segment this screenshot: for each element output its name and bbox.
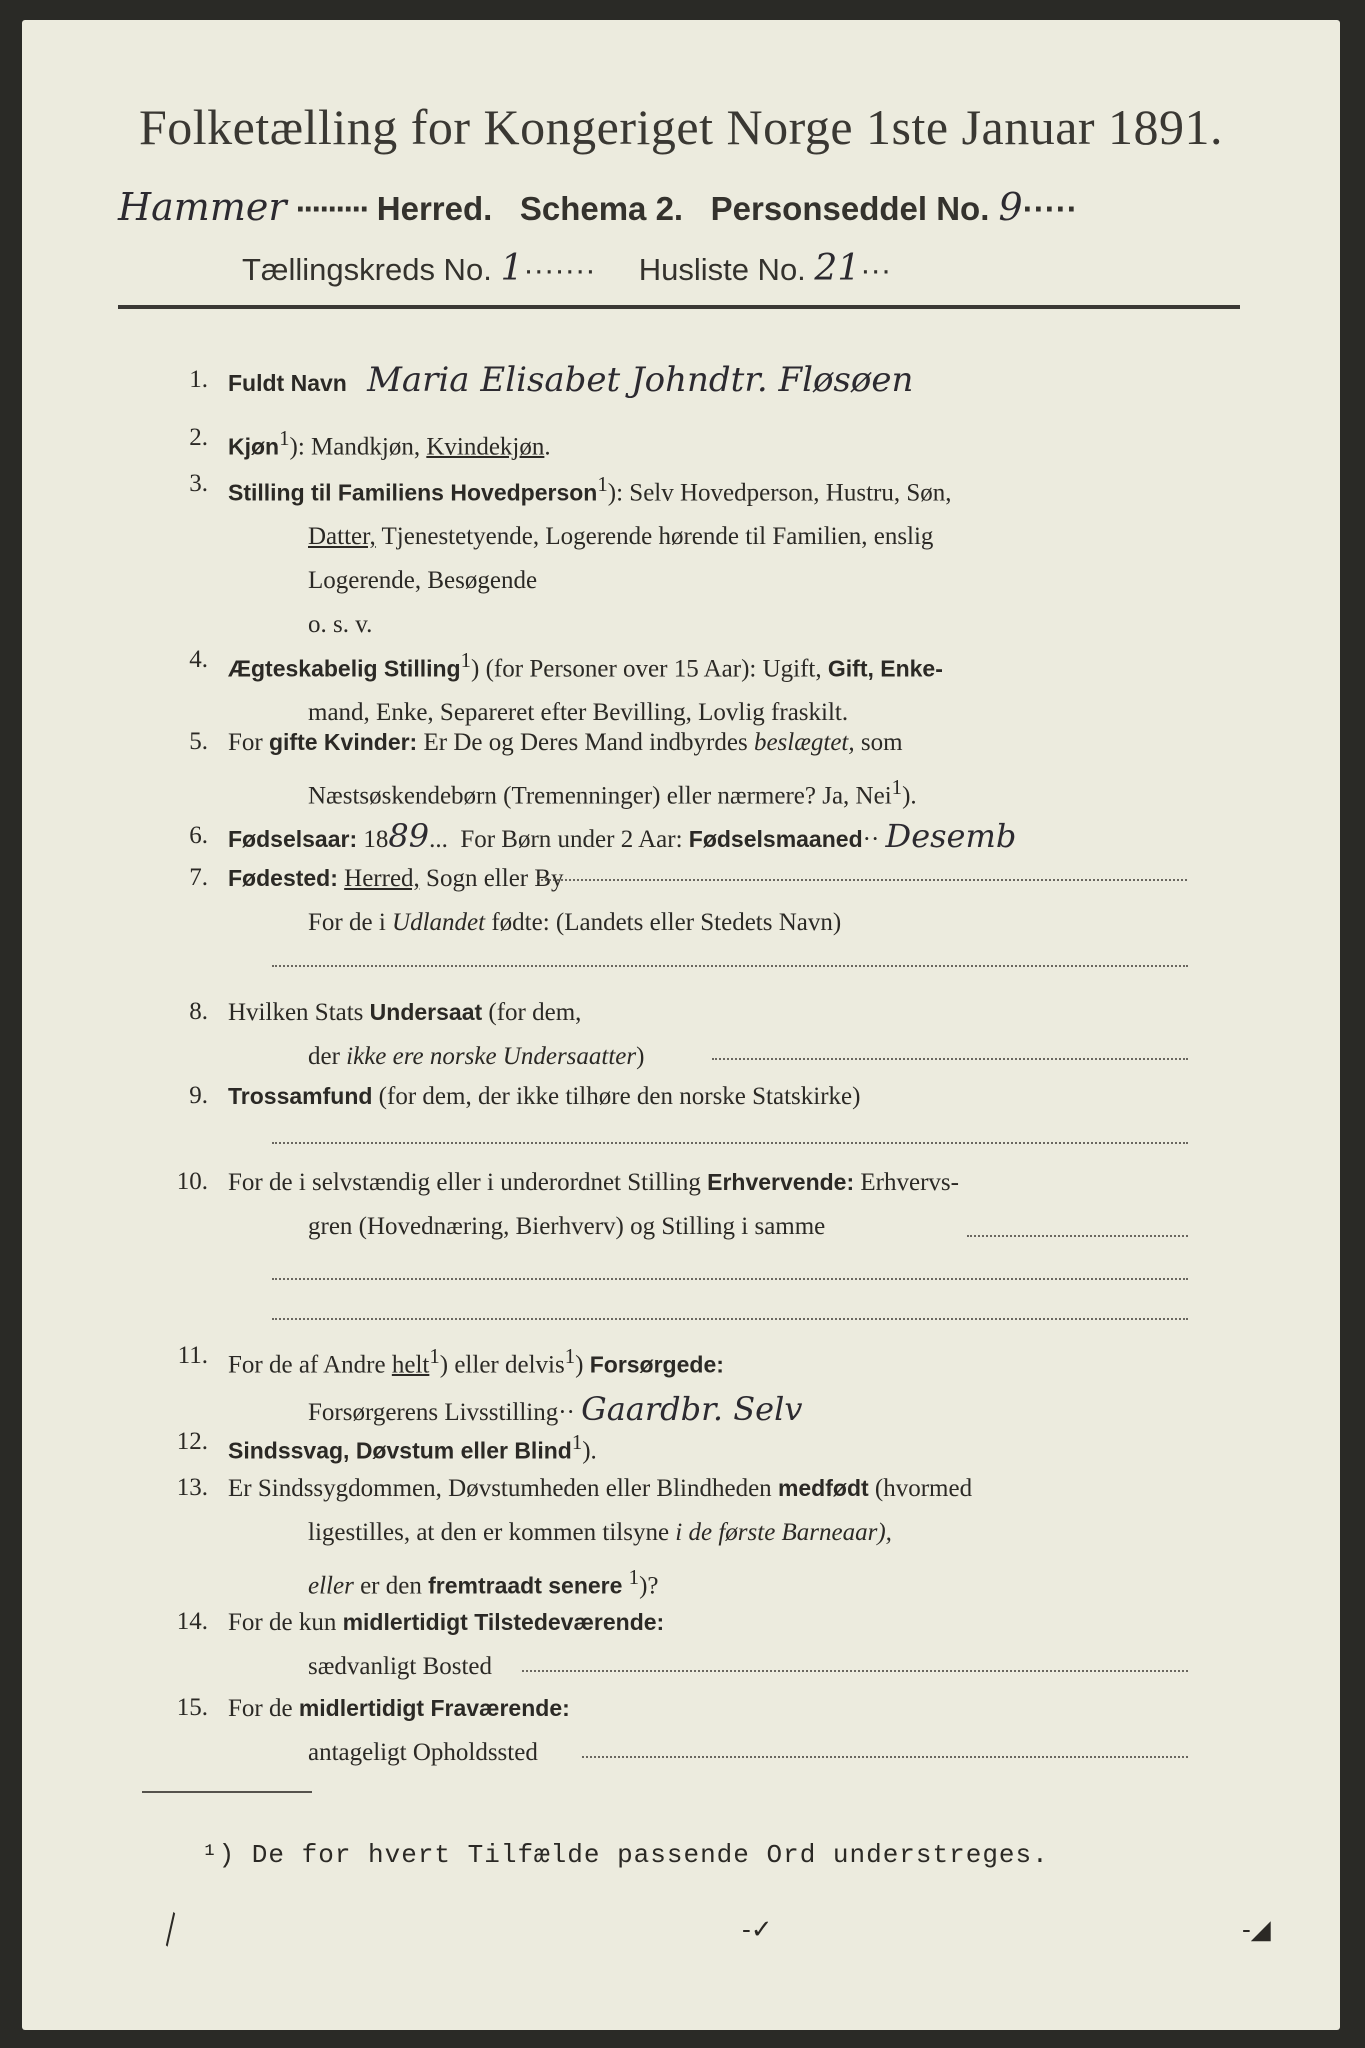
item-label: Fødested: <box>228 865 338 891</box>
item-text: i de første Barneaar), <box>675 1519 892 1546</box>
item-label: Fødselsmaaned <box>688 826 863 852</box>
gender-selected: Kvindekjøn <box>426 433 545 461</box>
item-text: Erhvervs- <box>860 1169 959 1196</box>
item-number: 14. <box>176 1608 208 1635</box>
dotted-line <box>522 1670 1188 1672</box>
herred-handwritten: Hammer <box>118 185 287 229</box>
item-number: 13. <box>176 1474 208 1501</box>
item-text: fødte: (Landets eller Stedets Navn) <box>491 909 842 936</box>
item-number: 5. <box>189 728 208 755</box>
item-text: beslægtet, <box>753 729 855 756</box>
item-9-religion <box>118 1074 1260 1118</box>
item-text: Udlandet <box>392 909 486 936</box>
husliste-label: Husliste No. <box>638 252 806 287</box>
personseddel-label: Personseddel No. <box>710 190 990 227</box>
item-number: 4. <box>189 646 208 673</box>
item-number: 8. <box>189 998 208 1025</box>
item-text: ): Selv Hovedperson, Hustru, Søn, <box>607 479 952 507</box>
item-label: midlertidigt Fraværende: <box>298 1695 570 1721</box>
item-text: For de kun <box>228 1609 337 1636</box>
item-label: fremtraadt senere <box>428 1572 623 1599</box>
item-text: som <box>860 729 903 756</box>
birthplace-selected: Herred, <box>344 865 420 892</box>
item-text: )? <box>639 1572 659 1600</box>
item-text: ikke ere norske Undersaatter <box>346 1043 637 1070</box>
item-label: Stilling til Familiens Hovedperson <box>228 479 598 506</box>
item-6-birth-year: 6. Fødselsaar: 1889... For Børn under 2 Aar: Fødselsmaaned·· Desemb <box>118 814 1260 858</box>
item-text: antageligt Opholdssted <box>308 1739 538 1766</box>
item-text: o. s. v. <box>308 611 373 639</box>
item-number: 9. <box>189 1082 208 1109</box>
item-number: 15. <box>176 1694 208 1721</box>
item-8-citizenship: 8. Hvilken Stats Undersaat (for dem, der ikke ere norske Undersaatter) <box>118 990 1260 1080</box>
item-label: Gift, Enke- <box>827 655 943 682</box>
header-line-herred: Hammer ········· Herred. Schema 2. Personseddel No. 9····· <box>118 185 1078 229</box>
item-label: Sindssvag, Døvstum eller Blind <box>228 1437 572 1464</box>
item-label: Fødselsaar: <box>228 826 358 852</box>
item-label: medfødt <box>777 1475 869 1501</box>
item-text: ) eller delvis <box>439 1351 565 1379</box>
item-4-marital-status: 4. Ægteskabelig Stilling$^1$) (for Personer over 15 Aar): Ugift, Gift, Enke- mand, Enke, Separeret efter Bevilling, Lovlig fraskilt. <box>118 638 1260 728</box>
pen-mark: ╲ <box>154 1913 186 1947</box>
provider-occupation-handwritten: Gaardbr. Selv <box>581 1390 803 1429</box>
item-text: Logerende, Besøgende <box>308 567 538 595</box>
dotted-line <box>272 1318 1188 1320</box>
supported-selected: helt <box>391 1351 430 1379</box>
pen-mark: ‑◢ <box>1242 1915 1271 1945</box>
herred-label: Herred. <box>376 190 493 227</box>
item-11-supported: 11. For de af Andre helt$^1$) eller delvis$^1$) Forsørgede: Forsørgerens Livsstilling·· Gaardbr. Selv <box>118 1334 1260 1424</box>
pen-mark: ‐✓ <box>742 1915 773 1945</box>
item-2-gender: 2. Kjøn$^1$): Mandkjøn, Kvindekjøn. <box>118 416 1260 460</box>
item-13-congenital: 13. Er Sindssygdommen, Døvstumheden eller Blindheden medfødt (hvormed ligestilles, at den er kommen tilsyne i de første Barneaar), eller er den fremtraadt senere $^1$)? <box>118 1466 1260 1598</box>
item-text: 18 <box>363 826 389 853</box>
position-selected: Datter, <box>308 523 376 551</box>
dotted-line <box>272 1278 1188 1280</box>
item-text: For de i <box>308 909 386 936</box>
item-text: (for dem, der ikke tilhøre den norske Statskirke) <box>378 1083 861 1110</box>
dotted-line <box>537 879 1187 881</box>
item-label: midlertidigt Tilstedeværende: <box>342 1609 665 1635</box>
item-text: Er De og Deres Mand indbyrdes <box>423 729 748 756</box>
dotted-line <box>272 965 1188 967</box>
item-text: mand, Enke, Separeret efter Bevilling, Lovlig fraskilt. <box>308 699 849 727</box>
item-text: Er Sindssygdommen, Døvstumheden eller Blindheden <box>228 1475 772 1502</box>
item-text: eller <box>308 1572 354 1600</box>
kreds-number: 1 <box>500 248 524 289</box>
item-number: 7. <box>189 864 208 891</box>
item-label: Erhvervende: <box>707 1169 855 1195</box>
item-number: 11. <box>177 1342 208 1369</box>
item-text: Tjenestetyende, Logerende hørende til Familien, enslig <box>381 523 934 551</box>
schema-label: Schema 2. <box>519 190 684 227</box>
dotted-line <box>582 1756 1188 1758</box>
item-text: Hvilken Stats <box>228 999 364 1026</box>
birth-year-handwritten: 89 <box>388 817 430 855</box>
item-text: For de <box>228 1695 293 1722</box>
gender-options: ): Mandkjøn, <box>289 433 421 461</box>
item-1-full-name <box>118 358 1260 402</box>
item-number: 10. <box>176 1168 208 1195</box>
personseddel-number: 9 <box>998 185 1023 229</box>
item-text: For de af Andre <box>228 1351 386 1379</box>
item-text: gren (Hovednæring, Bierhverv) og Stilling i samme <box>308 1213 826 1240</box>
item-14-temporary-present <box>118 1600 1260 1690</box>
item-label: Fuldt Navn <box>228 370 347 396</box>
item-number: 1. <box>189 366 208 393</box>
item-text: For de i selvstændig eller i underordnet Stilling <box>228 1169 701 1196</box>
birth-month-handwritten: Desemb <box>885 817 1017 855</box>
item-12-disability: 12. Sindssvag, Døvstum eller Blind$^1$). <box>118 1420 1260 1464</box>
header-line-kreds: Tællingskreds No. 1······· Husliste No. 21··· <box>242 248 892 289</box>
dotted-line <box>712 1058 1188 1060</box>
header-rule <box>118 305 1240 309</box>
full-name-handwritten: Maria Elisabet Johndtr. Fløsøen <box>367 360 914 400</box>
item-text: Sogn eller By <box>426 865 564 892</box>
item-text: Forsørgerens Livsstilling <box>308 1399 559 1427</box>
item-number: 12. <box>176 1428 208 1455</box>
item-text: ) (for Personer over 15 Aar): Ugift, <box>471 655 822 683</box>
item-text: (hvormed <box>874 1475 973 1502</box>
item-label: Forsørgede: <box>589 1351 724 1378</box>
form-title: Folketælling for Kongeriget Norge 1ste Januar 1891. <box>138 99 1224 155</box>
item-text: For Børn under 2 Aar: <box>460 826 683 853</box>
item-text: For <box>228 729 263 756</box>
item-number: 6. <box>189 822 208 849</box>
item-text: der <box>308 1043 340 1070</box>
item-text: er den <box>360 1572 422 1600</box>
husliste-number: 21 <box>814 248 861 289</box>
dotted-line <box>967 1235 1188 1237</box>
kreds-label: Tællingskreds No. <box>242 252 492 287</box>
item-number: 3. <box>189 470 208 497</box>
footnote-rule <box>142 1791 312 1793</box>
item-text: Næstsøskendebørn (Tremenninger) eller nærmere? Ja, Nei <box>308 782 892 810</box>
item-text: (for dem, <box>488 999 582 1026</box>
item-15-temporary-absent <box>118 1686 1260 1776</box>
item-3-family-position: 3. Stilling til Familiens Hovedperson$^1$): Selv Hovedperson, Hustru, Søn, Datter, Tjenestetyende, Logerende hørende til Familien, enslig Logerende, Besøgende o. s. v. <box>118 462 1260 642</box>
dotted-line <box>272 1142 1188 1144</box>
footnote: ¹) De for hvert Tilfælde passende Ord understreges. <box>202 1840 1049 1870</box>
item-label: Ægteskabelig Stilling <box>228 655 461 682</box>
item-number: 2. <box>189 424 208 451</box>
item-5-married-women: 5. For gifte Kvinder: Er De og Deres Mand indbyrdes beslægtet, som Næstsøskendebørn (Tremenninger) eller nærmere? Ja, Nei$^1$). <box>118 720 1260 810</box>
item-text: sædvanligt Bosted <box>308 1653 493 1680</box>
census-form-sheet <box>22 20 1340 2030</box>
item-text: ligestilles, at den er kommen tilsyne <box>308 1519 670 1546</box>
item-label: Undersaat <box>369 999 483 1025</box>
item-label: Trossamfund <box>228 1083 373 1109</box>
item-label: Kjøn <box>228 433 280 460</box>
item-7-birthplace <box>118 856 1260 946</box>
item-label: gifte Kvinder: <box>268 729 418 755</box>
